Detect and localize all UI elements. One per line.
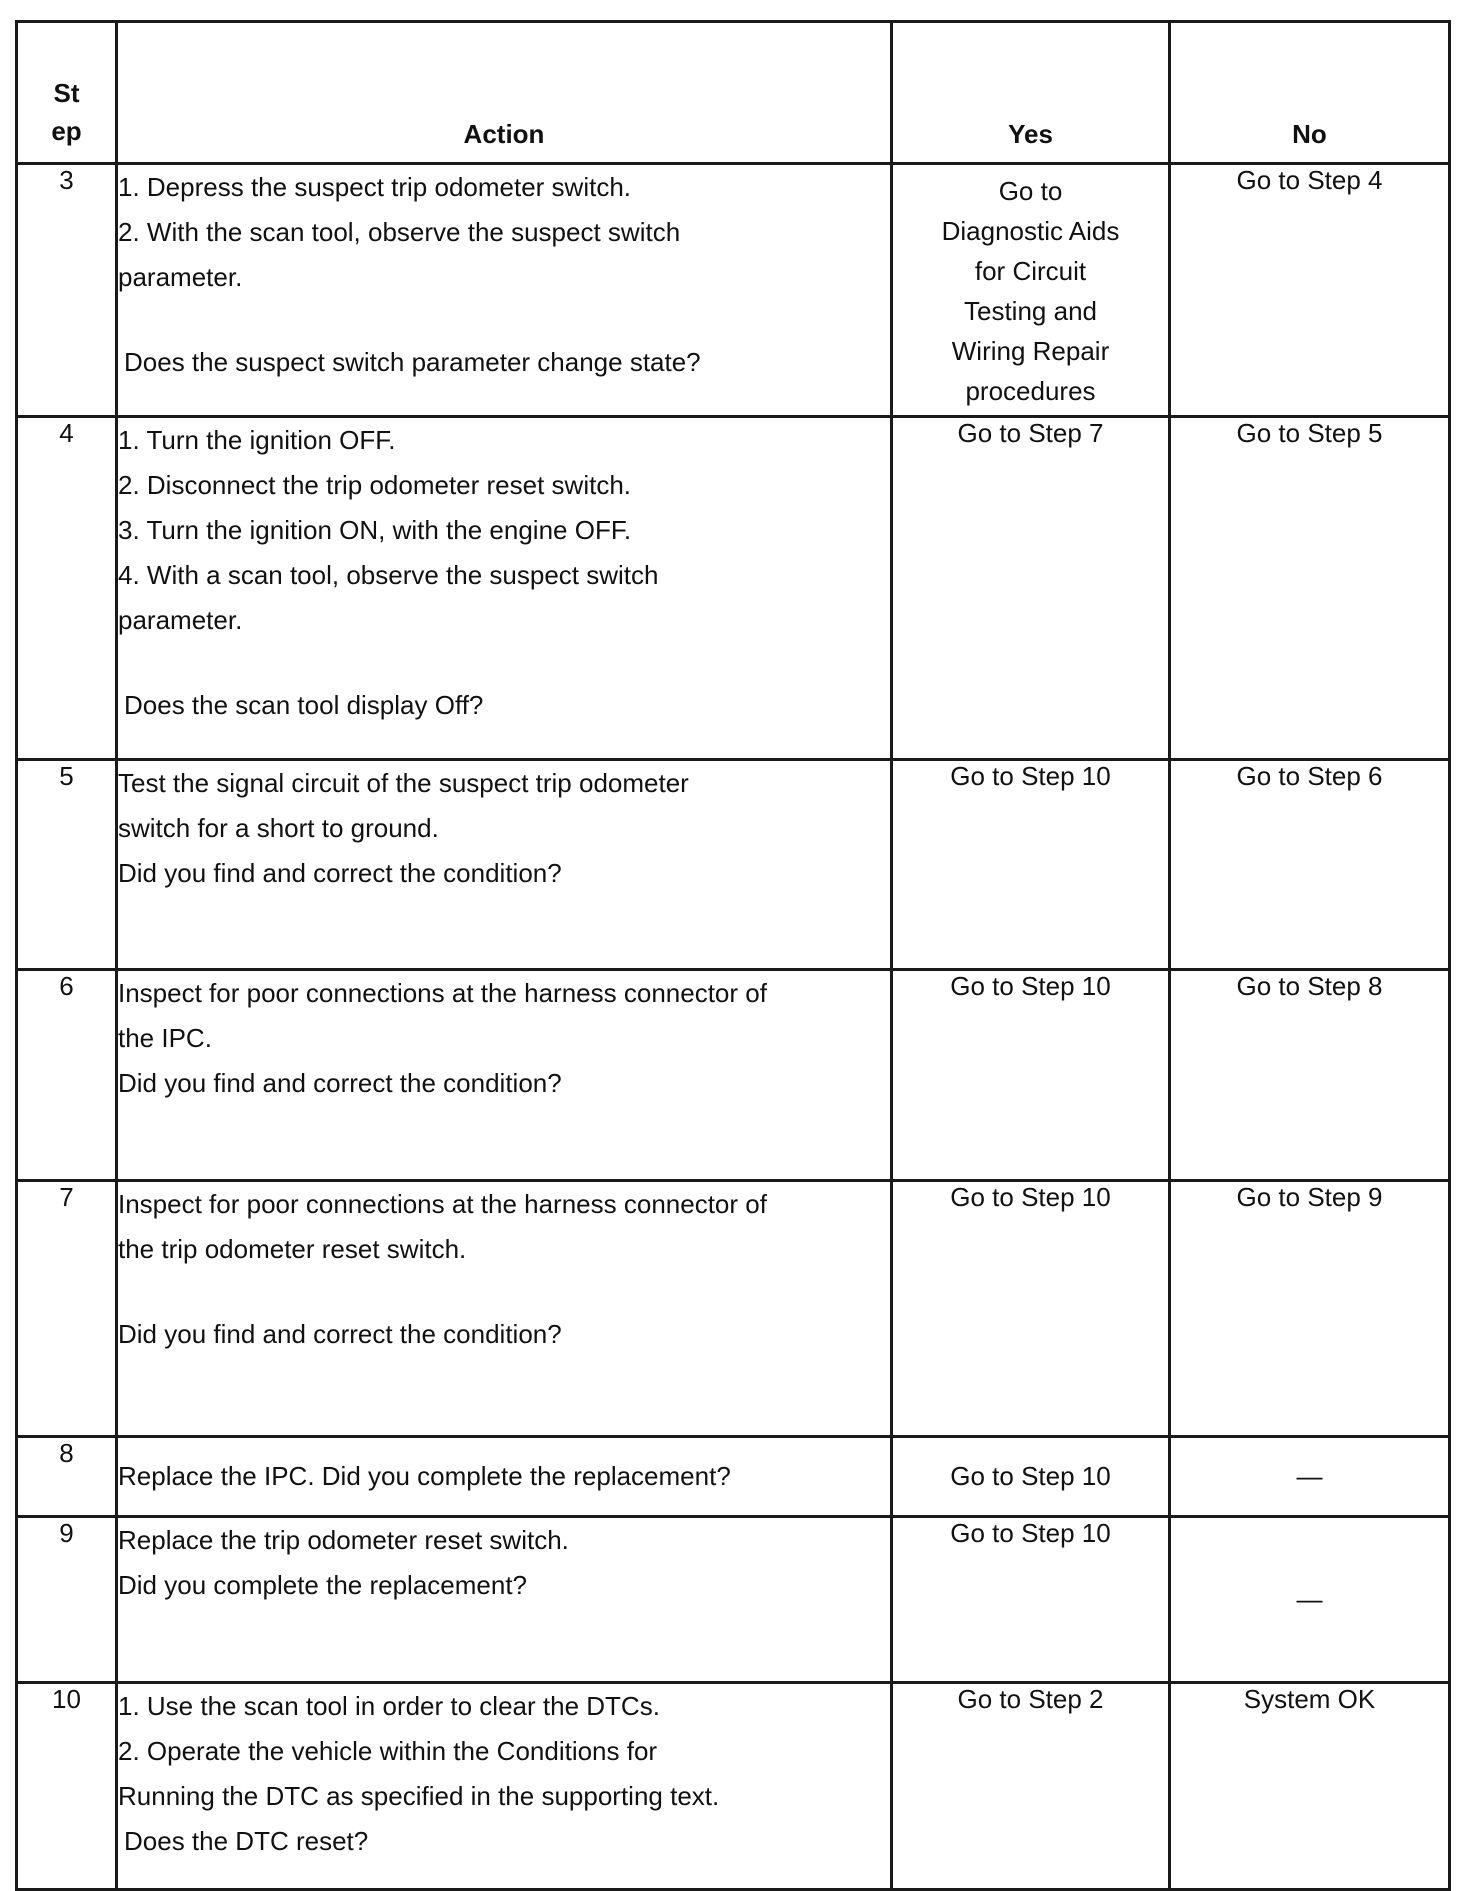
table-row: [17, 1683, 1450, 1890]
action-line: 2. With the scan tool, observe the suspect switch: [118, 217, 681, 247]
yes-cell: Go to Step 10: [892, 970, 1170, 1181]
header-action: Action: [117, 22, 892, 164]
header-yes: Yes: [892, 22, 1170, 164]
action-cell: [117, 760, 892, 970]
step-number: 6: [17, 970, 117, 1181]
action-cell: [117, 417, 892, 760]
no-cell: Go to Step 9: [1170, 1181, 1450, 1437]
action-line: Did you find and correct the condition?: [118, 858, 562, 888]
action-line: the IPC.: [118, 1023, 212, 1053]
diagnostic-table: [15, 20, 1451, 1891]
action-line: Did you find and correct the condition?: [118, 1068, 562, 1098]
no-cell: System OK: [1170, 1683, 1450, 1890]
step-number: 4: [17, 417, 117, 760]
no-cell: —: [1170, 1437, 1450, 1517]
yes-cell: Go to Step 10: [892, 760, 1170, 970]
action-line: Replace the trip odometer reset switch.: [118, 1525, 569, 1555]
action-line: parameter.: [118, 262, 243, 292]
action-line: 1. Use the scan tool in order to clear the DTCs.: [118, 1691, 660, 1721]
action-cell: [117, 1683, 892, 1890]
action-line: Inspect for poor connections at the harness connector of: [118, 1189, 767, 1219]
table-row: [17, 1437, 1450, 1517]
action-cell: [117, 1517, 892, 1683]
table-row: [17, 164, 1450, 417]
header-no: No: [1170, 22, 1450, 164]
action-cell: [117, 1181, 892, 1437]
no-cell: Go to Step 5: [1170, 417, 1450, 760]
yes-cell: Go to Step 7: [892, 417, 1170, 760]
action-line: 2. Disconnect the trip odometer reset switch.: [118, 470, 632, 500]
action-line: Did you complete the replacement?: [118, 1570, 528, 1600]
action-line: 1. Depress the suspect trip odometer switch.: [118, 172, 632, 202]
step-number: 3: [17, 164, 117, 417]
no-cell: Go to Step 6: [1170, 760, 1450, 970]
yes-cell: Go to Step 10: [892, 1181, 1170, 1437]
action-line: Running the DTC as specified in the supporting text.: [118, 1781, 720, 1811]
action-line: Replace the IPC. Did you complete the replacement?: [118, 1461, 731, 1491]
step-number: 10: [17, 1683, 117, 1890]
action-line: 1. Turn the ignition OFF.: [118, 425, 396, 455]
no-cell: —: [1170, 1517, 1450, 1683]
table-body: [17, 164, 1450, 1890]
action-line: Inspect for poor connections at the harness connector of: [118, 978, 767, 1008]
yes-cell: [892, 164, 1170, 417]
action-line: Test the signal circuit of the suspect trip odometer: [118, 768, 689, 798]
table-row: [17, 417, 1450, 760]
yes-cell: Go to Step 10: [892, 1517, 1170, 1683]
no-cell: Go to Step 4: [1170, 164, 1450, 417]
action-line: the trip odometer reset switch.: [118, 1234, 467, 1264]
yes-cell: Go to Step 2: [892, 1683, 1170, 1890]
step-number: 9: [17, 1517, 117, 1683]
step-number: 7: [17, 1181, 117, 1437]
step-number: 5: [17, 760, 117, 970]
header-step: St ep: [17, 22, 117, 164]
action-question: Does the scan tool display Off?: [124, 690, 484, 720]
action-line: switch for a short to ground.: [118, 813, 439, 843]
action-line: 2. Operate the vehicle within the Conditions for: [118, 1736, 658, 1766]
header-row: [17, 22, 1450, 164]
action-line: 3. Turn the ignition ON, with the engine OFF.: [118, 515, 632, 545]
table-row: [17, 1181, 1450, 1437]
action-question: Does the suspect switch parameter change state?: [124, 347, 701, 377]
step-number: 8: [17, 1437, 117, 1517]
action-cell: [117, 164, 892, 417]
yes-link-text: Go to Diagnostic Aids for Circuit Testing and Wiring Repair procedures: [941, 176, 1120, 406]
action-question: Did you find and correct the condition?: [118, 1319, 562, 1349]
action-cell: [117, 1437, 892, 1517]
action-line: 4. With a scan tool, observe the suspect switch: [118, 560, 659, 590]
no-cell: Go to Step 8: [1170, 970, 1450, 1181]
action-cell: [117, 970, 892, 1181]
table-row: [17, 970, 1450, 1181]
table-row: [17, 1517, 1450, 1683]
table-row: [17, 760, 1450, 970]
action-line: parameter.: [118, 605, 243, 635]
yes-cell: Go to Step 10: [892, 1437, 1170, 1517]
action-question: Does the DTC reset?: [124, 1826, 369, 1856]
